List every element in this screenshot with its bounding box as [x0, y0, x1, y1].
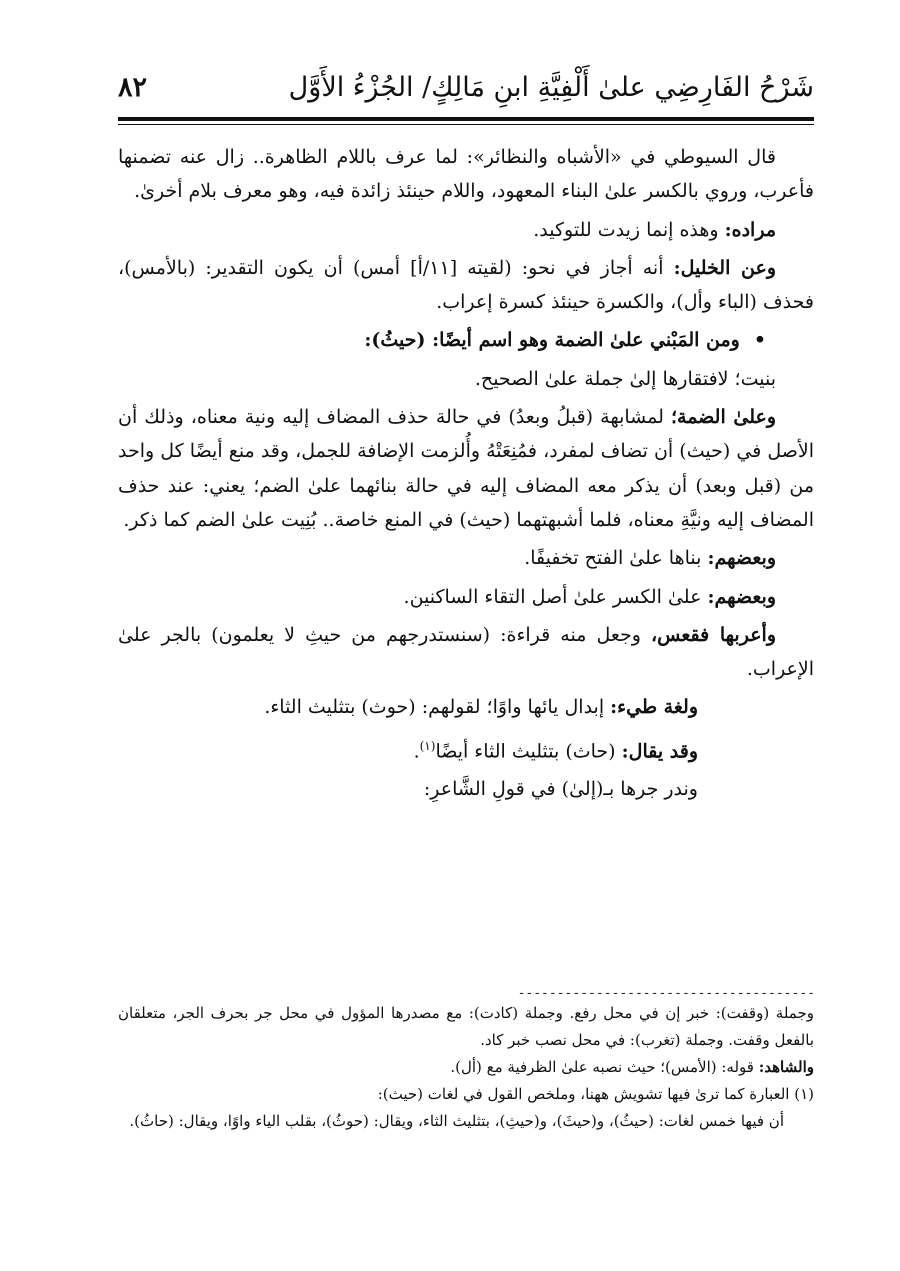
footnote-1-continuation: أن فيها خمس لغات: (حيثُ)، و(حيثَ)، و(حيثِ)، بتثليث الثاء، ويقال: (حوثُ)، بقلب الياء واوًا، ويقال: (حاثُ). — [129, 1112, 784, 1130]
page-number: ٨٢ — [118, 72, 148, 103]
header-rule-thin — [118, 124, 814, 125]
paragraph-buniyat: بنيت؛ لافتقارها إلىٰ جملة علىٰ الصحيح. — [474, 367, 776, 390]
paragraph-faqas — [118, 618, 814, 687]
paragraph-kasr — [118, 580, 814, 614]
paragraph-text: وهذه إنما زيدت للتوكيد. — [533, 218, 725, 241]
paragraph-lead: وعلىٰ الضمة؛ — [670, 406, 776, 429]
footnote-lead: والشاهد: — [758, 1058, 814, 1076]
footnotes — [118, 1000, 814, 1135]
footnote-line: وجملة (وقفت): خبر إن في محل رفع. وجملة (كادت): مع مصدرها المؤول في محل جر بحرف الجر، متعلقان بالفعل وقفت. وجملة (تغرب): في محل نصب خبر كاد. — [118, 1004, 814, 1049]
paragraph-lead: مراده: — [724, 218, 776, 241]
footnote-separator: -------------------------------------- — [517, 986, 815, 1001]
paragraph-tayy — [118, 690, 814, 724]
paragraph-text: (حاث) بتثليث الثاء أيضًا — [435, 740, 622, 763]
paragraph-khalil — [118, 251, 814, 320]
bullet-icon: • — [753, 329, 766, 352]
paragraph-poet: وندر جرها بـ(إلىٰ) في قولِ الشَّاعرِ: — [423, 778, 698, 801]
paragraph-text: علىٰ الكسر علىٰ أصل التقاء الساكنين. — [403, 585, 708, 608]
paragraph-lead: ولغة طيء: — [610, 696, 698, 719]
paragraph-lead: وأعربها فقعس، — [651, 623, 776, 646]
running-title: شَرْحُ الفَارِضِي علىٰ أَلْفِيَّةِ ابنِ مَالِكٍ/ الجُزْءُ الأَوَّل — [288, 72, 814, 103]
bullet-text: ومن المَبْني علىٰ الضمة وهو اسم أيضًا: (حيثُ): — [364, 329, 740, 352]
paragraph-text: بناها علىٰ الفتح تخفيفًا. — [524, 547, 708, 570]
footnote-1: (١) العبارة كما ترىٰ فيها تشويش ههنا، وملخص القول في لغات (حيث): — [377, 1085, 814, 1103]
paragraph-hath — [118, 729, 814, 769]
footnote-ref[interactable]: (١) — [419, 738, 436, 753]
footnote-line — [118, 1054, 814, 1081]
paragraph-lead: وبعضهم: — [707, 547, 776, 570]
paragraph-muraduh — [118, 213, 814, 247]
paragraph-text: إبدال يائها واوًا؛ لقولهم: (حوث) بتثليث الثاء. — [264, 696, 611, 719]
paragraph-lead: وبعضهم: — [707, 585, 776, 608]
paragraph-lead: وعن الخليل: — [673, 256, 776, 279]
paragraph-end: . — [413, 740, 420, 763]
page-header — [118, 66, 814, 114]
paragraph-text: وجعل منه قراءة: (سنستدرجهم من حيثِ لا يعلمون) بالجر علىٰ الإعراب. — [118, 623, 814, 681]
footnote-text: قوله: (الأمس)؛ حيث نصبه علىٰ الظرفية مع (أل). — [450, 1058, 759, 1076]
paragraph-fath — [118, 541, 814, 575]
paragraph-text: لمشابهة (قبلُ وبعدُ) في حالة حذف المضاف إليه ونية معناه، وذلك أن الأصل في (حيث) أن تضاف لمفرد، فمُنِعَتْهُ وأُلزمت الإضافة للجمل، وقد منع أيضًا كل واحد من (قبل وبعد) أن يذكر معه المضاف إليه في حالة بنائهما علىٰ الضم؛ يعني: عند حذف المضاف إليه ونيَّةِ معناه، فلما أشبهتهما (حيث) في المنع خاصة.. بُنِيت علىٰ الضم كما ذكر. — [118, 406, 814, 531]
paragraph-suyuti-quote: قال السيوطي في «الأشباه والنظائر»: لما عرف باللام الظاهرة.. زال عنه تضمنها فأعرب، وروي بالكسر علىٰ البناء المعهود، واللام حينئذ زائدة فيه، وهو معرف بلام أخرىٰ. — [118, 146, 814, 203]
header-rule-thick — [118, 117, 814, 121]
paragraph-damma — [118, 400, 814, 537]
main-text — [118, 140, 814, 811]
paragraph-lead: وقد يقال: — [621, 740, 698, 763]
paragraph-text: أنه أجاز في نحو: (لقيته [١١/أ] أمس) أن يكون التقدير: (بالأمس)، فحذف (الباء وأل)، والكسرة حينئذ كسرة إعراب. — [118, 256, 814, 314]
bullet-heading-haythu — [118, 323, 814, 357]
